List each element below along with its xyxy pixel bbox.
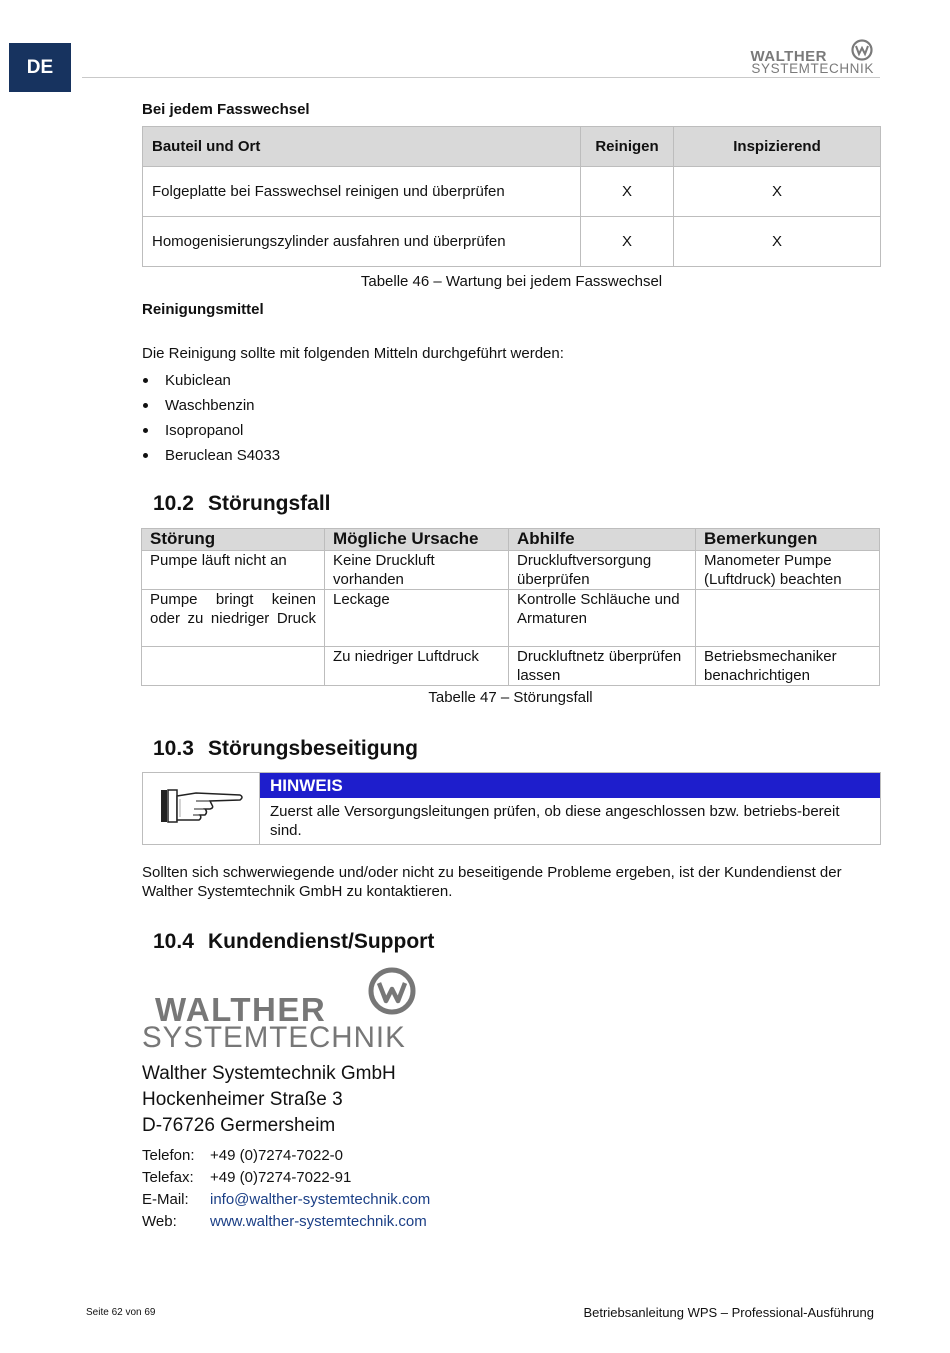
list-item-label: Kubiclean [165,372,231,389]
fasswechsel-table [142,126,881,267]
contact-label: Web: [142,1212,177,1230]
phone-value: +49 (0)7274-7022-0 [210,1146,344,1164]
table-cell [696,590,880,647]
contact-row-phone [142,1144,430,1166]
list-item [141,443,280,468]
table-header-cell: Bauteil und Ort [143,127,581,167]
section-heading-10-4 [153,930,434,954]
list-item-label: Waschbenzin [165,397,255,414]
table-cell: X [674,217,881,267]
table-header-cell: Inspizierend [674,127,881,167]
table-row [143,217,881,267]
walther-logo-icon [850,38,874,62]
contact-label: E-Mail: [142,1190,189,1208]
section-title: Kundendienst/Support [208,930,435,953]
contact-list [142,1144,430,1232]
fasswechsel-heading: Bei jedem Fasswechsel [142,101,310,118]
table-cell: X [674,167,881,217]
table-cell [142,647,325,686]
table-cell: Druckluftnetz überprüfen lassen [509,647,696,686]
contact-label: Telefon: [142,1146,195,1164]
header-logo-line2: SYSTEMTECHNIK [751,61,874,76]
company-city: D-76726 Germersheim [142,1115,336,1136]
table-row [142,647,880,686]
table-header-cell: Störung [142,529,325,551]
company-address [142,1061,396,1139]
table-cell: X [581,167,674,217]
table-cell: Manometer Pumpe (Luftdruck) beachten [696,551,880,590]
website-link[interactable]: www.walther-systemtechnik.com [210,1212,427,1230]
table-row [142,590,880,647]
section-title: Störungsfall [208,492,331,515]
note-icon-cell [143,773,260,844]
list-item [141,368,280,393]
contact-row-web [142,1210,430,1232]
language-badge: DE [9,43,71,92]
bullet-icon [143,428,148,433]
section-number: 10.3 [153,737,194,760]
bullet-icon [143,403,148,408]
table-caption: Tabelle 47 – Störungsfall [428,689,593,706]
table-cell: Pumpe bringt keinen oder zu niedriger Druck [142,590,325,647]
header-logo-line1: WALTHER [750,48,827,65]
table-header-cell: Bemerkungen [696,529,880,551]
list-item [141,418,280,443]
table-cell: Folgeplatte bei Fasswechsel reinigen und überprüfen [143,167,581,217]
page-number: Seite 62 von 69 [86,1307,156,1318]
table-header-cell: Reinigen [581,127,674,167]
reinigungsmittel-heading: Reinigungsmittel [142,301,264,318]
table-cell: Kontrolle Schläuche und Armaturen [509,590,696,647]
company-name: Walther Systemtechnik GmbH [142,1063,396,1084]
stoerungsfall-table [141,528,880,686]
section-heading-10-2 [153,492,331,516]
contact-row-fax [142,1166,430,1188]
fax-value: +49 (0)7274-7022-91 [210,1168,352,1186]
bullet-icon [143,378,148,383]
email-link[interactable]: info@walther-systemtechnik.com [210,1190,431,1208]
table-caption: Tabelle 46 – Wartung bei jedem Fasswechsel [360,273,663,290]
table-header-row [143,127,881,167]
reinigungsmittel-intro: Die Reinigung sollte mit folgenden Mitteln durchgeführt werden: [142,345,564,362]
section-number: 10.2 [153,492,194,515]
document-title: Betriebsanleitung WPS – Professional-Ausführung [583,1305,874,1320]
table-header-row [142,529,880,551]
header-logo [750,38,874,78]
table-cell: Keine Druckluft vorhanden [325,551,509,590]
contact-label: Telefax: [142,1168,194,1186]
table-header-cell: Abhilfe [509,529,696,551]
logo-text-line2: SYSTEMTECHNIK [142,1021,406,1054]
bullet-icon [143,453,148,458]
company-street: Hockenheimer Straße 3 [142,1089,343,1110]
table-row [143,167,881,217]
list-item [141,393,280,418]
table-cell: Homogenisierungszylinder ausfahren und überprüfen [143,217,581,267]
table-cell: X [581,217,674,267]
support-paragraph: Sollten sich schwerwiegende und/oder nicht zu beseitigende Probleme ergeben, ist der Kundendienst der Walther Systemtechnik GmbH zu kontaktieren. [142,864,842,900]
hinweis-box [142,772,881,845]
list-item-label: Isopropanol [165,422,244,439]
contact-row-email [142,1188,430,1210]
company-logo [142,965,422,1055]
reinigungsmittel-list [141,368,280,468]
logo-text-line1: WALTHER [155,991,327,1028]
table-row [142,551,880,590]
walther-logo-icon [366,965,418,1017]
table-cell: Betriebsmechaniker benachrichtigen [696,647,880,686]
section-heading-10-3 [153,737,418,761]
table-cell: Leckage [325,590,509,647]
note-text: Zuerst alle Versorgungsleitungen prüfen, ob diese angeschlossen bzw. betriebs-bereit sind. [270,803,840,839]
table-cell: Druckluftversorgung überprüfen [509,551,696,590]
list-item-label: Beruclean S4033 [165,447,281,464]
section-number: 10.4 [153,930,194,953]
table-header-cell: Mögliche Ursache [325,529,509,551]
table-cell: Zu niedriger Luftdruck [325,647,509,686]
table-cell: Pumpe läuft nicht an [142,551,325,590]
note-label: HINWEIS [260,773,880,798]
section-title: Störungsbeseitigung [208,737,418,760]
pointing-hand-icon [160,787,244,827]
